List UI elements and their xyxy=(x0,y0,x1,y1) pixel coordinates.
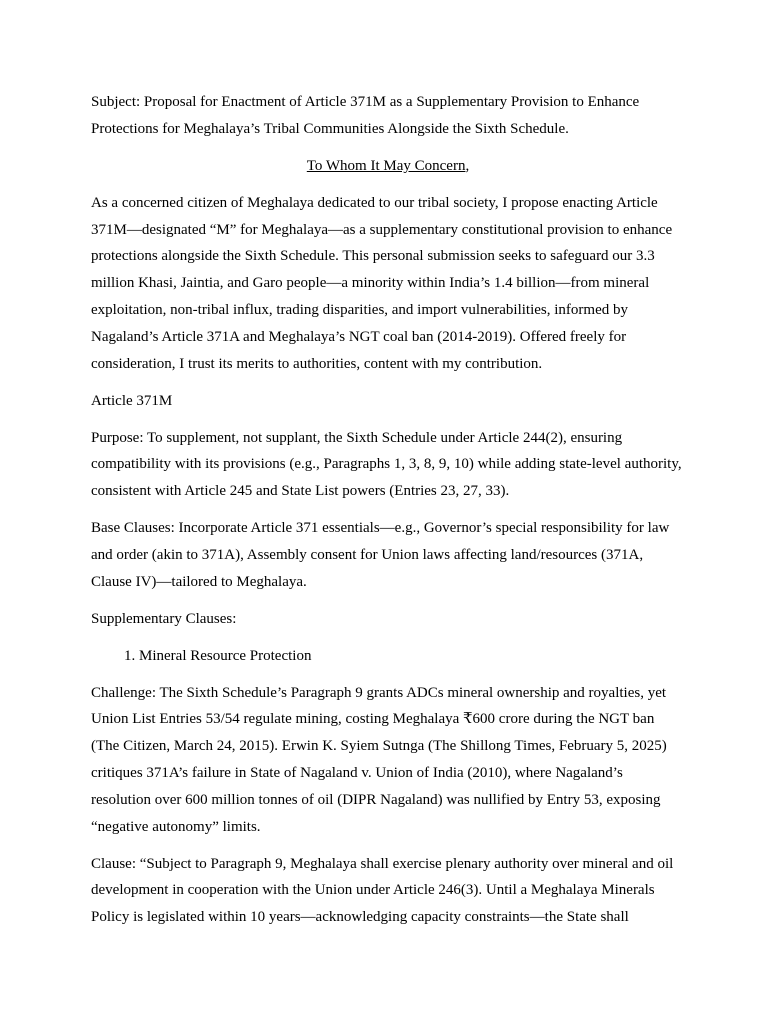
clause-paragraph: Clause: “Subject to Paragraph 9, Meghalaya shall exercise plenary authority over mineral and oil development in cooperation with the Union under Article 246(3). Until a Meghalaya Minerals Policy is legislated within 10 years—acknowledging capacity constraints—the State shall xyxy=(91,855,674,926)
base-clauses-paragraph: Base Clauses: Incorporate Article 371 essentials—e.g., Governor’s special responsibility for law and order (akin to 371A), Assembly consent for Union laws affecting land/resources (371A, Clause IV)—tailored to Meghalaya. xyxy=(91,520,670,590)
purpose-paragraph: Purpose: To supplement, not supplant, the Sixth Schedule under Article 244(2), ensuring compatibility with its provisions (e.g., Paragraphs 1, 3, 8, 9, 10) while adding state-level authority, consistent with Article 245 and State List powers (Entries 23, 27, 33). xyxy=(91,429,682,500)
article-heading: Article 371M xyxy=(91,392,173,409)
document-body xyxy=(91,89,685,941)
subject-line: Subject: Proposal for Enactment of Article 371M as a Supplementary Provision to Enhance Protections for Meghalaya’s Tribal Communities Alongside the Sixth Schedule. xyxy=(91,94,640,137)
supplementary-clauses-heading: Supplementary Clauses: xyxy=(91,610,237,627)
list-item: 1. Mineral Resource Protection xyxy=(139,643,685,670)
intro-paragraph: As a concerned citizen of Meghalaya dedicated to our tribal society, I propose enacting Article 371M—designated “M” for Meghalaya—as a supplementary constitutional provision to enhance protections alongside the Sixth Schedule. This personal submission seeks to safeguard our 3.3 million Khasi, Jaintia, and Garo people—a minority within India’s 1.4 billion—from mineral exploitation, non-tribal influx, trading disparities, and import vulnerabilities, informed by Nagaland’s Article 371A and Meghalaya’s NGT coal ban (2014-2019). Offered freely for consideration, I trust its merits to authorities, content with my contribution. xyxy=(91,194,673,372)
challenge-paragraph: Challenge: The Sixth Schedule’s Paragraph 9 grants ADCs mineral ownership and royalties, yet Union List Entries 53/54 regulate mining, costing Meghalaya ₹600 crore during the NGT ban (The Citizen, March 24, 2015). Erwin K. Syiem Sutnga (The Shillong Times, February 5, 2025) critiques 371A’s failure in State of Nagaland v. Union of India (2010), where Nagaland’s resolution over 600 million tonnes of oil (DIPR Nagaland) was nullified by Entry 53, exposing “negative autonomy” limits. xyxy=(91,684,667,835)
clauses-list xyxy=(91,643,685,670)
salutation-text: To Whom It May Concern xyxy=(306,157,466,174)
salutation xyxy=(91,153,685,180)
salutation-punctuation: , xyxy=(465,157,470,174)
